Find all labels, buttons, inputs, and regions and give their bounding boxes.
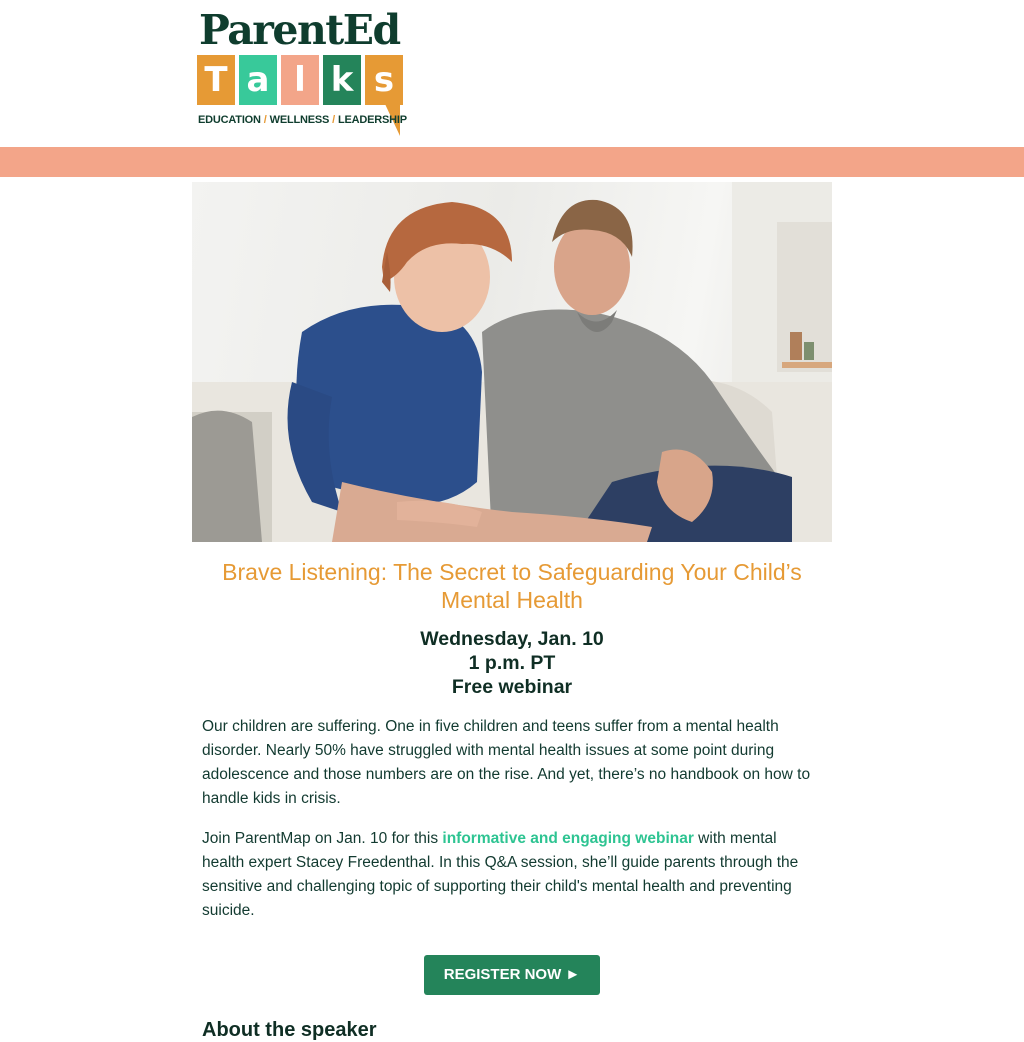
tagline-divider: / — [332, 114, 336, 126]
logo-tile: s — [365, 55, 403, 105]
event-date: Wednesday, Jan. 10 — [420, 628, 604, 650]
tagline-wellness: WELLNESS — [269, 114, 330, 126]
logo-tagline — [198, 114, 407, 126]
logo-tiles — [197, 55, 403, 105]
logo-tile: a — [239, 55, 277, 105]
join-text-before: Join ParentMap on Jan. 10 for this — [202, 830, 443, 847]
logo-tile: l — [281, 55, 319, 105]
tagline-education: EDUCATION — [198, 114, 261, 126]
event-details — [192, 627, 832, 699]
parented-talks-logo[interactable] — [197, 6, 407, 138]
email-content — [192, 558, 832, 1042]
about-speaker-heading: About the speaker — [202, 1019, 377, 1041]
tagline-divider: / — [263, 114, 267, 126]
event-format: Free webinar — [451, 676, 573, 698]
webinar-link[interactable]: informative and engaging webinar — [442, 830, 694, 847]
email-header — [0, 0, 1024, 147]
hero-photo-illustration — [192, 182, 832, 542]
logo-brand-text: ParentEd — [199, 6, 400, 54]
hero-image[interactable] — [192, 182, 832, 542]
header-divider-bar — [0, 147, 1024, 177]
cta-container — [192, 955, 832, 995]
event-time: 1 p.m. PT — [468, 652, 556, 674]
logo-tile: k — [323, 55, 361, 105]
tagline-leadership: LEADERSHIP — [338, 114, 407, 126]
register-now-button[interactable]: REGISTER NOW ► — [424, 955, 601, 995]
logo-tile: T — [197, 55, 235, 105]
event-title: Brave Listening: The Secret to Safeguarding Your Child’s Mental Health — [222, 559, 802, 613]
intro-paragraph: Our children are suffering. One in five children and teens suffer from a mental health disorder. Nearly 50% have struggled with mental health issues at some point during adolescence and those numbers are on the rise. And yet, there’s no handbook on how to handle kids in crisis. — [202, 718, 811, 807]
join-text-after: with mental health expert Stacey Freedenthal. In this Q&A session, she’ll guide parents through the sensitive and challenging topic of supporting their child's mental health and preventing suicide. — [202, 830, 799, 919]
join-paragraph — [202, 827, 822, 923]
